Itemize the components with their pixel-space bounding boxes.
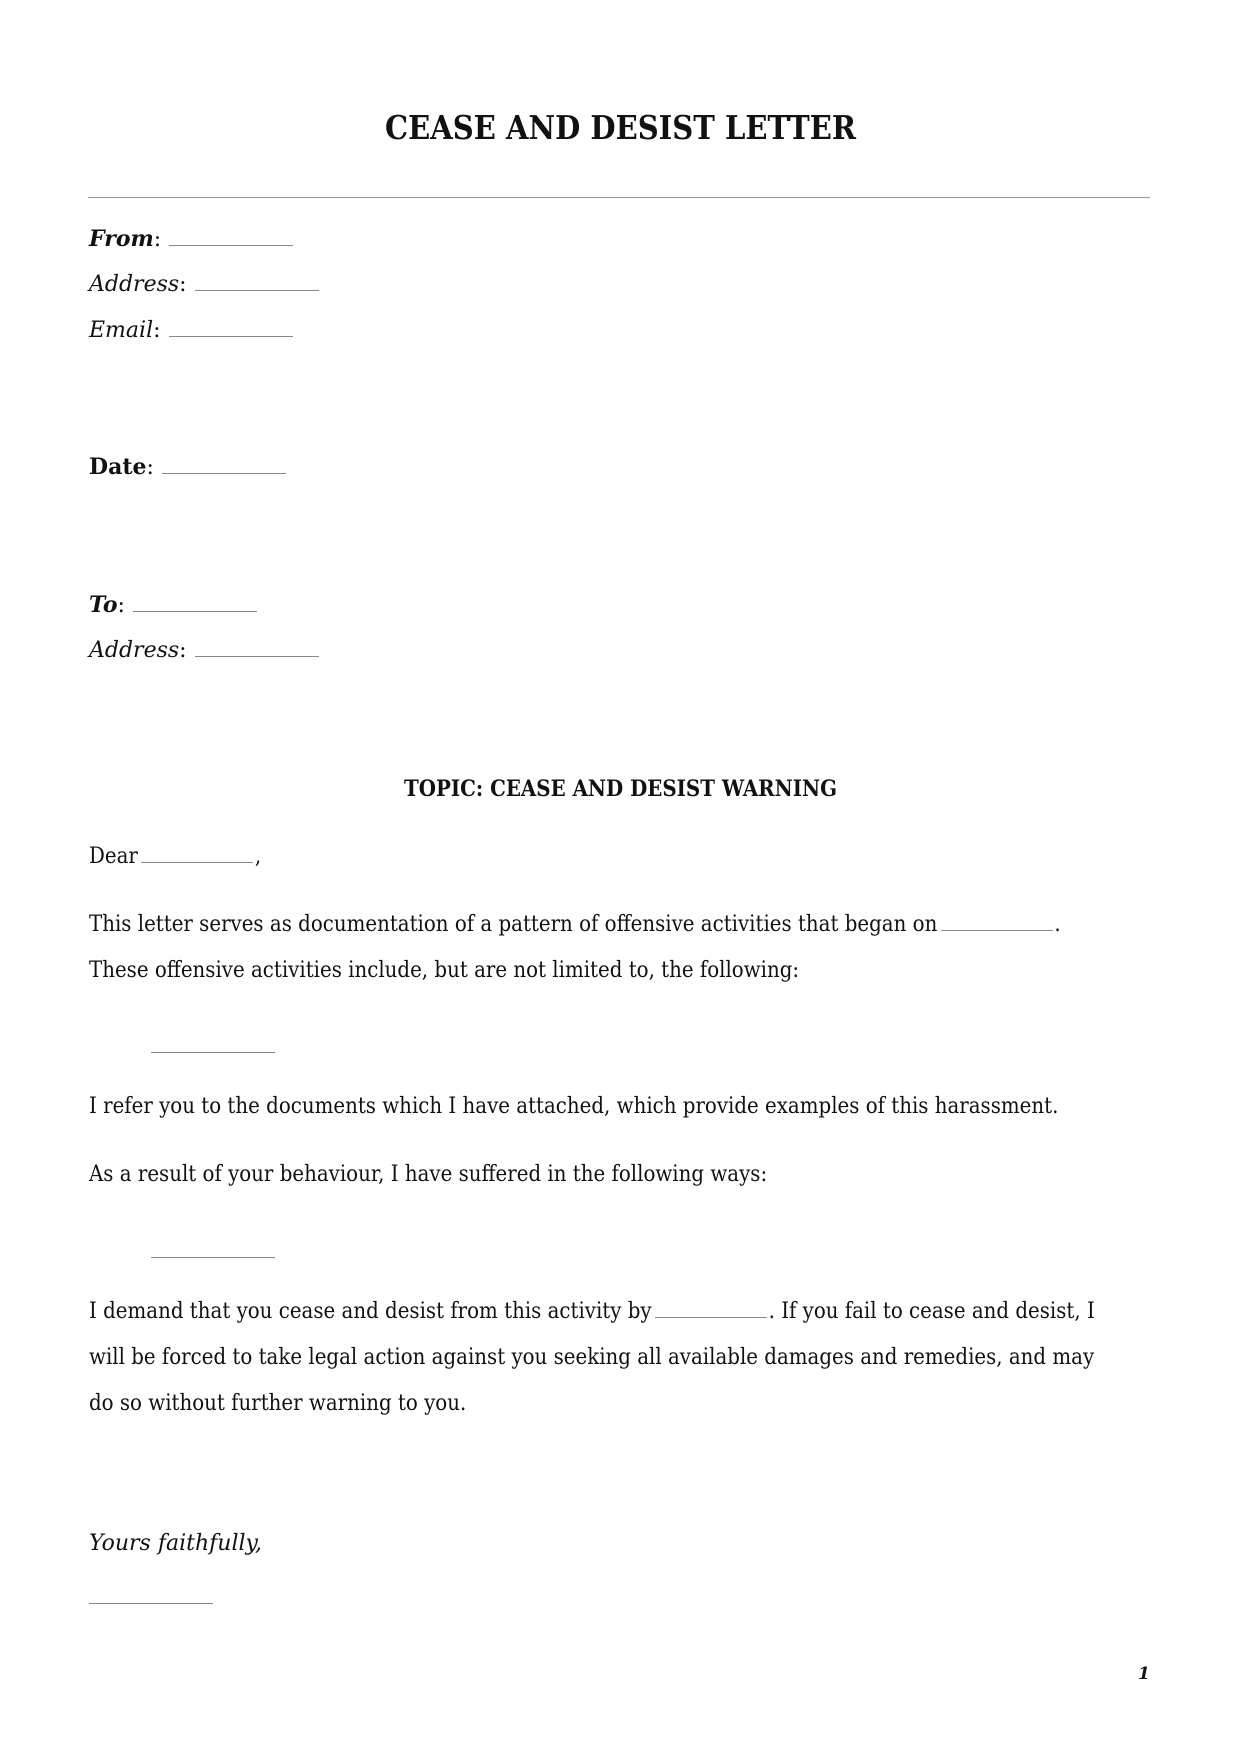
separator: : bbox=[179, 272, 187, 297]
recipient-address-label: Address bbox=[89, 638, 180, 663]
paragraph-attachments: I refer you to the documents which I have attached, which provide examples of this harassment. bbox=[89, 1094, 1059, 1119]
paragraph1-line2: These offensive activities include, but are not limited to, the following: bbox=[89, 958, 800, 983]
separator: : bbox=[179, 638, 187, 663]
sender-address-field bbox=[89, 272, 319, 297]
to-blank[interactable] bbox=[133, 610, 257, 612]
signature-blank[interactable] bbox=[89, 1603, 213, 1604]
salutation-prefix: Dear bbox=[89, 844, 138, 869]
topic-heading: TOPIC: CEASE AND DESIST WARNING bbox=[403, 776, 838, 802]
from-label: From bbox=[89, 226, 154, 252]
salutation bbox=[89, 834, 1061, 880]
offense-list-blank[interactable] bbox=[151, 1052, 275, 1053]
paragraph-demand-line3: do so without further warning to you. bbox=[89, 1391, 467, 1416]
separator: : bbox=[153, 227, 162, 252]
date-blank[interactable] bbox=[162, 472, 286, 474]
recipient-to-field bbox=[89, 592, 257, 618]
paragraph4-line1-end: . If you fail to cease and desist, I bbox=[768, 1299, 1095, 1324]
paragraph-offense-start bbox=[89, 902, 1061, 948]
separator: : bbox=[153, 318, 161, 343]
from-blank[interactable] bbox=[169, 244, 293, 246]
closing: Yours faithfully, bbox=[89, 1531, 263, 1556]
paragraph-demand-line2: will be forced to take legal action against you seeking all available damages and remedies, and may bbox=[89, 1345, 1095, 1370]
to-label: To bbox=[89, 592, 118, 618]
paragraph4-line1: I demand that you cease and desist from this activity by bbox=[89, 1299, 652, 1324]
date-field bbox=[89, 454, 286, 480]
paragraph1-line1: This letter serves as documentation of a pattern of offensive activities that began on bbox=[89, 912, 938, 937]
separator: : bbox=[146, 455, 154, 480]
salutation-suffix: , bbox=[254, 844, 262, 869]
paragraph-suffering: As a result of your behaviour, I have suffered in the following ways: bbox=[89, 1162, 768, 1187]
recipient-address-field bbox=[89, 638, 319, 663]
paragraph1-line1-end: . bbox=[1054, 912, 1061, 937]
paragraph-demand-line1 bbox=[89, 1289, 1095, 1335]
deadline-blank[interactable] bbox=[655, 1316, 767, 1318]
separator: : bbox=[117, 593, 125, 618]
sender-address-label: Address bbox=[89, 272, 180, 297]
recipient-name-blank[interactable] bbox=[141, 861, 253, 863]
email-blank[interactable] bbox=[169, 335, 293, 337]
title-divider bbox=[88, 197, 1150, 198]
email-label: Email bbox=[89, 318, 154, 343]
date-label: Date bbox=[89, 454, 147, 480]
sender-email-field bbox=[89, 318, 293, 343]
start-date-blank[interactable] bbox=[941, 929, 1053, 931]
sender-from-field bbox=[89, 226, 293, 252]
sender-address-blank[interactable] bbox=[195, 289, 319, 291]
suffering-list-blank[interactable] bbox=[151, 1257, 275, 1258]
document-title: CEASE AND DESIST LETTER bbox=[385, 108, 856, 147]
page-number: 1 bbox=[1138, 1664, 1150, 1684]
recipient-address-blank[interactable] bbox=[195, 655, 319, 657]
